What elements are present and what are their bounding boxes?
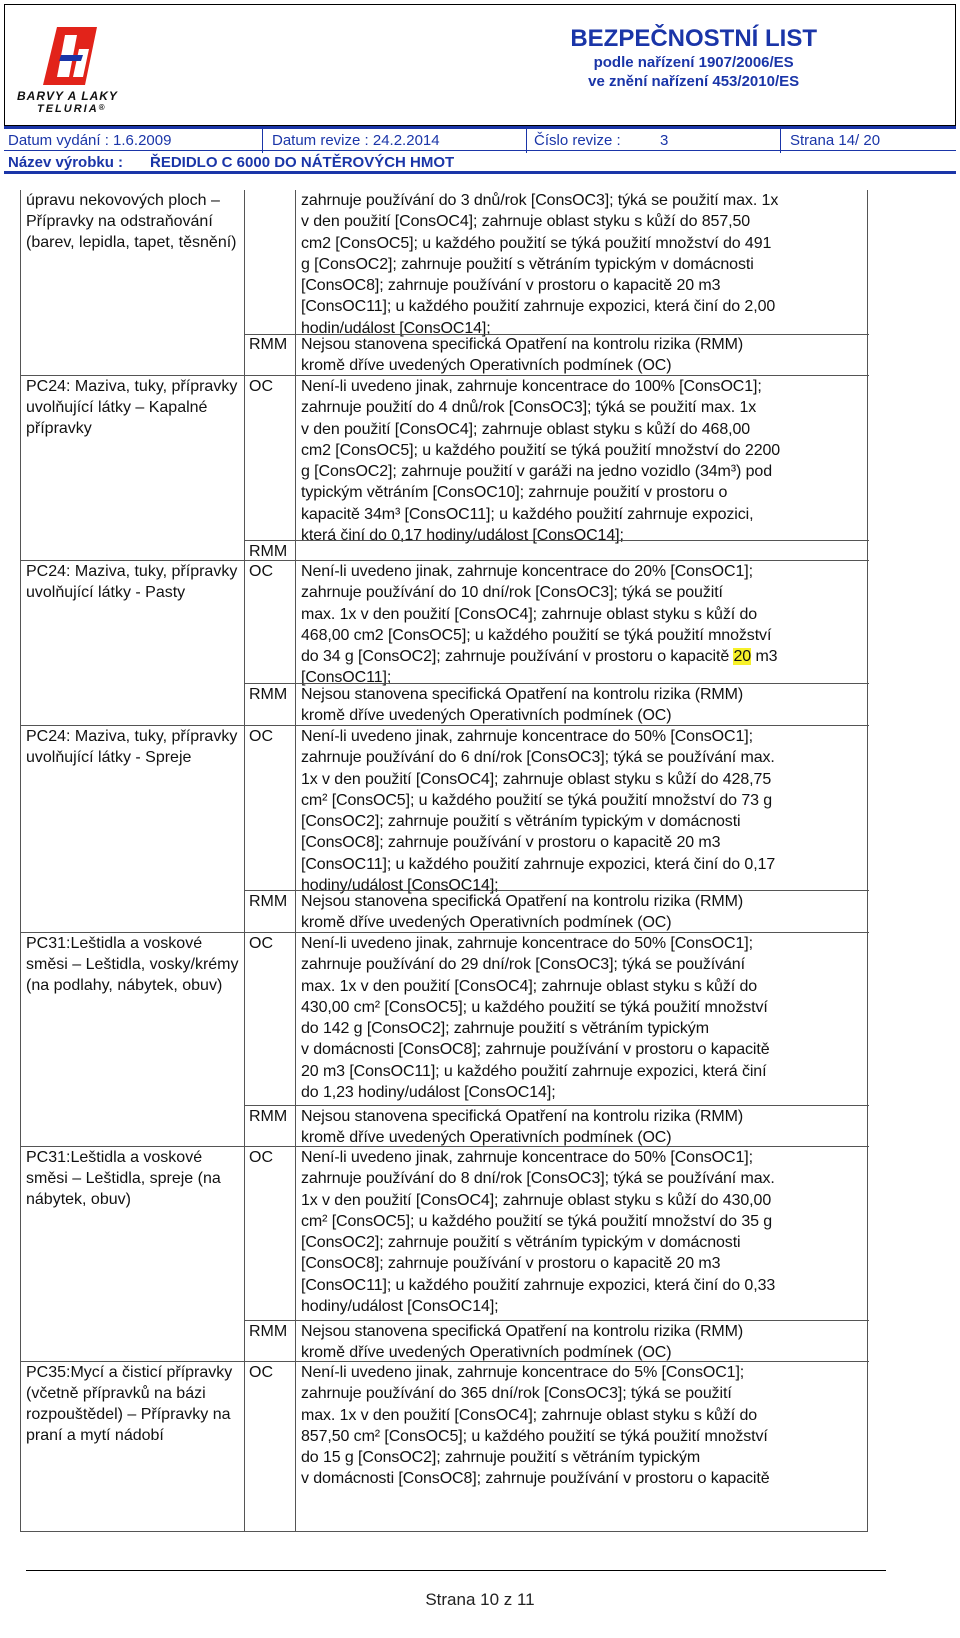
table-row-code: OC bbox=[249, 378, 273, 395]
regulation-line-1: podle nařízení 1907/2006/ES bbox=[593, 54, 794, 71]
table-row-code: RMM bbox=[249, 1323, 288, 1340]
table-row-category: PC31:Leštidla a voskové směsi – Leštidla, spreje (na nábytek, obuv) bbox=[26, 1149, 221, 1208]
table-row-text: Není-li uvedeno jinak, zahrnuje koncentrace do 5% [ConsOC1]; zahrnuje používání do 365 dní/rok [ConsOC3]; týká se použití max. 1x v den použití [ConsOC4]; zahrnuje oblast styku s kůží do 857,50 cm² [ConsOC5]; u každého použití se týká použití množství do 15 g [ConsOC2]; zahrnuje použití s větráním typickým v domácnosti [ConsOC8]; zahrnuje používání v prostoru o kapacitě bbox=[301, 1364, 770, 1488]
table-row-code: OC bbox=[249, 563, 273, 580]
footer-rule bbox=[26, 1570, 886, 1571]
product-name: ŘEDIDLO C 6000 DO NÁTĚROVÝCH HMOT bbox=[150, 154, 455, 171]
table-row-code: OC bbox=[249, 1364, 273, 1381]
issue-date: Datum vydání : 1.6.2009 bbox=[8, 132, 172, 149]
table-row-category: PC31:Leštidla a voskové směsi – Leštidla, vosky/krémy (na podlahy, nábytek, obuv) bbox=[26, 935, 239, 994]
revision-number: 3 bbox=[660, 132, 669, 149]
table-row-code: OC bbox=[249, 728, 273, 745]
table-row-code: RMM bbox=[249, 543, 288, 560]
table-row-code: RMM bbox=[249, 1108, 288, 1125]
document-meta-row bbox=[4, 126, 956, 150]
document-title: BEZPEČNOSTNÍ LIST bbox=[570, 25, 817, 52]
table-row-text: Není-li uvedeno jinak, zahrnuje koncentrace do 50% [ConsOC1]; zahrnuje používání do 6 dní/rok [ConsOC3]; týká se používání max. 1x v den použití [ConsOC4]; zahrnuje oblast styku s kůží do 428,75 cm² [ConsOC5]; u každého použití se týká použití množství do 73 g [ConsOC2]; zahrnuje použití s větráním typickým v domácnosti [ConsOC8]; zahrnuje používání v prostoru o kapacitě 20 m3 [ConsOC11]; u každého použití zahrnuje expozici, která činí do 0,17 hodiny/událost [ConsOC14]; bbox=[301, 728, 776, 895]
logo-brand-line1: BARVY A LAKY bbox=[17, 89, 118, 103]
footer-page-number: Strana 10 z 11 bbox=[425, 1590, 535, 1609]
table-row-code: RMM bbox=[249, 336, 288, 353]
product-label: Název výrobku : bbox=[8, 154, 124, 171]
table-row-text: zahrnuje používání do 3 dnů/rok [ConsOC3]; týká se použití max. 1x v den použití [ConsOC4]; zahrnuje oblast styku s kůží do 857,50 cm2 [ConsOC5]; u každého použití se týká použití množství do 491 g [ConsOC2]; zahrnuje použití s větráním typickým v domácnosti [ConsOC8]; zahrnuje používání v prostoru o kapacitě 20 m3 [ConsOC11]; u každého použití zahrnuje expozici, která činí do 2,00 hodin/událost [ConsOC14]; bbox=[301, 192, 779, 337]
regulation-line-2: ve znění nařízení 453/2010/ES bbox=[588, 73, 800, 90]
bl-logo-icon bbox=[43, 27, 97, 85]
revision-number-label: Číslo revize : bbox=[534, 132, 621, 149]
document-header bbox=[4, 4, 956, 126]
table-row-code: OC bbox=[249, 935, 273, 952]
table-row-category: úpravu nekovových ploch – Přípravky na odstraňování (barev, lepidla, tapet, těsnění) bbox=[26, 192, 237, 251]
table-row-text: Nejsou stanovena specifická Opatření na kontrolu rizika (RMM) kromě dříve uvedených Operativních podmínek (OC) bbox=[301, 1108, 744, 1147]
table-row-category: PC24: Maziva, tuky, přípravky uvolňující látky – Kapalné přípravky bbox=[26, 378, 238, 437]
revision-date: Datum revize : 24.2.2014 bbox=[272, 132, 440, 149]
table-row-category: PC24: Maziva, tuky, přípravky uvolňující látky - Pasty bbox=[26, 563, 238, 601]
table-row-text: Není-li uvedeno jinak, zahrnuje koncentrace do 50% [ConsOC1]; zahrnuje používání do 29 dní/rok [ConsOC3]; týká se používání max. 1x v den použití [ConsOC4]; zahrnuje oblast styku s kůží do 430,00 cm² [ConsOC5]; u každého použití se týká použití množství do 142 g [ConsOC2]; zahrnuje použití s větráním typickým v domácnosti [ConsOC8]; zahrnuje používání v prostoru o kapacitě 20 m3 [ConsOC11]; u každého použití zahrnuje expozici, která činí do 1,23 hodiny/událost [ConsOC14]; bbox=[301, 935, 770, 1102]
table-row-category: PC35:Mycí a čisticí přípravky (včetně přípravků na bázi rozpouštědel) – Přípravky na praní a mytí nádobí bbox=[26, 1364, 233, 1444]
table-row-code: OC bbox=[249, 1149, 273, 1166]
table-row-code: RMM bbox=[249, 686, 288, 703]
document-title-block bbox=[570, 25, 817, 91]
exposure-scenario-table bbox=[20, 190, 868, 1532]
page-number: Strana 14/ 20 bbox=[790, 132, 881, 149]
column-divider bbox=[244, 190, 245, 1531]
table-row-code: RMM bbox=[249, 893, 288, 910]
table-row-text: Nejsou stanovena specifická Opatření na kontrolu rizika (RMM) kromě dříve uvedených Operativních podmínek (OC) bbox=[301, 336, 744, 375]
product-row bbox=[4, 150, 956, 174]
row-divider bbox=[244, 540, 869, 541]
table-row-text: Není-li uvedeno jinak, zahrnuje koncentrace do 100% [ConsOC1]; zahrnuje použití do 4 dnů/rok [ConsOC3]; týká se použití max. 1x v den použití [ConsOC4]; zahrnuje oblast styku s kůží do 468,00 cm2 [ConsOC5]; u každého použití se týká použití množství do 2200 g [ConsOC2]; zahrnuje použití v garáži na jedno vozidlo (34m³) pod typickým větráním [ConsOC10]; zahrnuje použití v prostoru o kapacitě 34m³ [ConsOC11]; u každého použití zahrnuje expozici, která činí do 0,17 hodiny/událost [ConsOC14]; bbox=[301, 378, 781, 545]
company-logo bbox=[11, 25, 121, 117]
table-row-text: Nejsou stanovena specifická Opatření na kontrolu rizika (RMM) kromě dříve uvedených Operativních podmínek (OC) bbox=[301, 686, 744, 725]
logo-brand-line2: TELURIA® bbox=[37, 103, 107, 115]
table-row-text: Nejsou stanovena specifická Opatření na kontrolu rizika (RMM) kromě dříve uvedených Operativních podmínek (OC) bbox=[301, 893, 744, 932]
table-row-text: Nejsou stanovena specifická Opatření na kontrolu rizika (RMM) kromě dříve uvedených Operativních podmínek (OC) bbox=[301, 1323, 744, 1362]
highlighted-value: 20 bbox=[733, 648, 752, 666]
table-row-text: Není-li uvedeno jinak, zahrnuje koncentrace do 20% [ConsOC1]; zahrnuje používání do 10 dní/rok [ConsOC3]; týká se použití max. 1x v den použití [ConsOC4]; zahrnuje oblast styku s kůží do 468,00 cm2 [ConsOC5]; u každého použití se týká použití množství do 34 g [ConsOC2]; zahrnuje používání v prostoru o kapacitě 20 m3 [ConsOC11]; bbox=[301, 563, 778, 687]
table-row-category: PC24: Maziva, tuky, přípravky uvolňující látky - Spreje bbox=[26, 728, 238, 766]
column-divider bbox=[295, 190, 296, 1531]
table-row-text: Není-li uvedeno jinak, zahrnuje koncentrace do 50% [ConsOC1]; zahrnuje používání do 8 dní/rok [ConsOC3]; týká se používání max. 1x v den použití [ConsOC4]; zahrnuje oblast styku s kůží do 430,00 cm² [ConsOC5]; u každého použití se týká použití množství do 35 g [ConsOC2]; zahrnuje použití s větráním typickým v domácnosti [ConsOC8]; zahrnuje používání v prostoru o kapacitě 20 m3 [ConsOC11]; u každého použití zahrnuje expozici, která činí do 0,33 hodiny/událost [ConsOC14]; bbox=[301, 1149, 776, 1316]
